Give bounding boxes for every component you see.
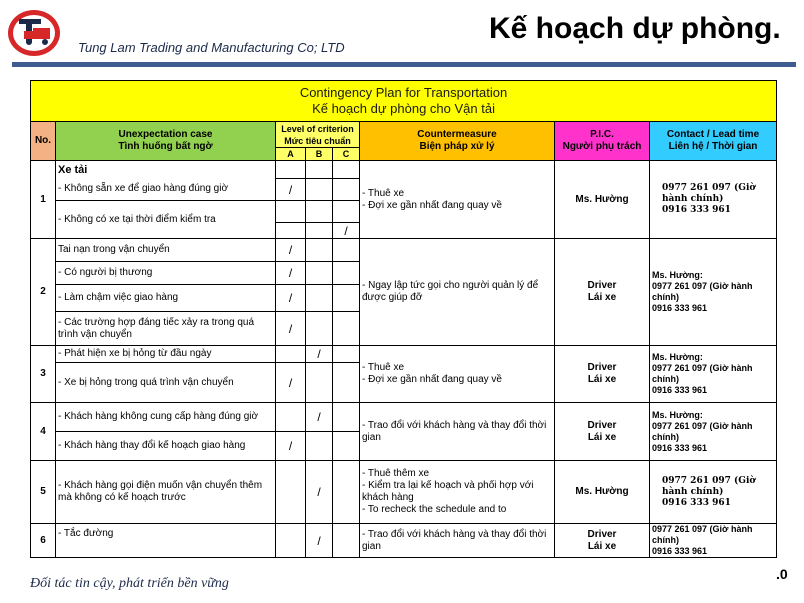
header-case-en: Unexpectation case xyxy=(118,129,213,140)
contact-cell xyxy=(650,346,777,403)
header-countermeasure xyxy=(360,122,555,161)
pic-line: Driver xyxy=(587,362,617,373)
countermeasure-cell xyxy=(360,346,555,403)
banner-title-vi: Kế hoạch dự phòng cho Vận tải xyxy=(312,101,495,116)
countermeasure-item: - Thuê xe xyxy=(362,187,405,199)
table-row xyxy=(31,524,777,558)
pic-cell xyxy=(555,403,650,461)
contact-line: 0977 261 097 (Giờ hành chính) xyxy=(662,183,756,204)
case-cell: - Khách hàng không cung cấp hàng đúng giờ xyxy=(56,403,276,432)
header-level xyxy=(276,122,360,148)
header-pic xyxy=(555,122,650,161)
header-pic-en: P.I.C. xyxy=(590,129,614,140)
countermeasure-item: - Thuê xe xyxy=(362,362,405,373)
case-cell: - Khách hàng gọi điện muốn vận chuyển thêm mà không có kế hoạch trước xyxy=(56,461,276,524)
countermeasure-item: - Kiểm tra lại kế hoạch và phối hợp với khách hàng xyxy=(362,480,534,503)
pic-line: Lái xe xyxy=(587,540,617,552)
pic-line: Lái xe xyxy=(587,431,617,443)
contact-line: 0977 261 097 (Giờ hành chính) xyxy=(652,281,753,302)
case-cell: - Xe bị hỏng trong quá trình vận chuyển xyxy=(56,363,276,403)
contact-line: 0916 333 961 xyxy=(652,303,708,313)
case-cell: - Không có xe tại thời điểm kiểm tra xyxy=(56,201,276,239)
level-mark: / xyxy=(276,179,306,201)
header-case xyxy=(56,122,276,161)
countermeasure-item: - Ngay lập tức gọi cho người quản lý để được giúp đỡ xyxy=(362,280,539,303)
header-cm-vi: Biện pháp xử lý xyxy=(419,141,495,152)
level-mark: / xyxy=(276,432,306,461)
pic-cell xyxy=(555,346,650,403)
case-title: Xe tải xyxy=(56,161,276,179)
pic-cell: Ms. Hường xyxy=(555,461,650,524)
pic-line: Driver xyxy=(587,528,617,540)
pic-line: Lái xe xyxy=(587,292,617,303)
contact-line: Ms. Hường: xyxy=(652,270,703,280)
pic-cell xyxy=(555,239,650,346)
contact-line: Ms. Hường: xyxy=(652,352,703,362)
countermeasure-cell xyxy=(360,461,555,524)
pic-line: Lái xe xyxy=(587,374,617,385)
header-level-b: B xyxy=(306,148,333,161)
table-row xyxy=(31,403,777,432)
countermeasure-item: - Đợi xe gần nhất đang quay về xyxy=(362,374,502,385)
header-level-a: A xyxy=(276,148,306,161)
contact-cell xyxy=(650,403,777,461)
contact-cell xyxy=(650,239,777,346)
page-number: .0 xyxy=(776,566,788,582)
case-cell: - Các trường hợp đáng tiếc xảy ra trong quá trình vận chuyển xyxy=(56,312,276,346)
header-contact xyxy=(650,122,777,161)
pic-line: Driver xyxy=(587,419,617,431)
countermeasure-item: - To recheck the schedule and to xyxy=(362,504,507,515)
case-cell: - Tắc đường xyxy=(56,524,276,558)
contact-cell xyxy=(650,161,777,239)
company-name: Tung Lam Trading and Manufacturing Co; LTD xyxy=(78,40,345,55)
level-mark: / xyxy=(306,346,333,363)
page-title: Kế hoạch dự phòng. xyxy=(489,12,781,45)
countermeasure-cell xyxy=(360,524,555,558)
case-cell: - Có người bị thương xyxy=(56,262,276,285)
contact-line: 0977 261 097 (Giờ hành chính) xyxy=(652,363,753,384)
table-row xyxy=(31,161,777,179)
case-cell: - Làm chậm việc giao hàng xyxy=(56,285,276,312)
countermeasure-item: - Đợi xe gần nhất đang quay về xyxy=(362,199,502,211)
level-mark: / xyxy=(276,363,306,403)
header-cm-en: Countermeasure xyxy=(417,129,497,140)
level-mark: / xyxy=(276,285,306,312)
table-row xyxy=(31,239,777,262)
table-row xyxy=(31,346,777,363)
row-number: 4 xyxy=(31,403,56,461)
table-banner-row xyxy=(31,81,777,122)
contact-line: 0977 261 097 (Giờ hành chính) xyxy=(652,420,753,442)
level-mark: / xyxy=(333,223,360,239)
row-number: 6 xyxy=(31,524,56,558)
level-mark: / xyxy=(276,312,306,346)
case-cell: Tai nạn trong vận chuyển xyxy=(56,239,276,262)
countermeasure-cell xyxy=(360,161,555,239)
contact-line: 0916 333 961 xyxy=(662,497,731,508)
contact-line: 0977 261 097 (Giờ hành chính) xyxy=(652,524,753,545)
contact-line: 0916 333 961 xyxy=(652,385,708,395)
pic-cell: Ms. Hường xyxy=(555,161,650,239)
header-level-vi: Mức tiêu chuẩn xyxy=(284,135,351,146)
case-cell: - Phát hiện xe bị hỏng từ đầu ngày xyxy=(56,346,276,363)
footer-slogan: Đối tác tin cậy, phát triển bền vững xyxy=(30,576,229,591)
contact-line: 0916 333 961 xyxy=(662,205,731,215)
pic-cell xyxy=(555,524,650,558)
level-mark: / xyxy=(276,262,306,285)
header-ct-vi: Liên hệ / Thời gian xyxy=(668,141,758,152)
countermeasure-item: - Trao đổi với khách hàng và thay đổi thời gian xyxy=(362,419,547,443)
countermeasure-cell xyxy=(360,403,555,461)
header-pic-vi: Người phụ trách xyxy=(562,141,642,152)
contact-cell xyxy=(650,461,777,524)
row-number: 1 xyxy=(31,161,56,239)
table-row xyxy=(31,461,777,524)
row-number: 5 xyxy=(31,461,56,524)
level-mark: / xyxy=(306,461,333,524)
contact-line: 0916 333 961 xyxy=(652,442,708,453)
table-banner xyxy=(31,81,777,122)
banner-title-en: Contingency Plan for Transportation xyxy=(299,85,508,100)
header-case-vi: Tình huống bất ngờ xyxy=(118,141,213,152)
level-mark: / xyxy=(306,524,333,558)
header-level-c: C xyxy=(333,148,360,161)
header-level-en: Level of criterion xyxy=(281,123,354,134)
header-row xyxy=(31,122,777,148)
contact-line: 0977 261 097 (Giờ hành chính) xyxy=(662,475,756,497)
case-cell: - Không sẵn xe để giao hàng đúng giờ xyxy=(56,179,276,201)
row-number: 2 xyxy=(31,239,56,346)
countermeasure-item: - Trao đổi với khách hàng và thay đổi thời gian xyxy=(362,528,547,552)
level-mark: / xyxy=(306,403,333,432)
countermeasure-cell xyxy=(360,239,555,346)
contact-cell xyxy=(650,524,777,558)
contact-line: Ms. Hường: xyxy=(652,409,703,420)
contingency-table xyxy=(30,80,777,558)
case-cell: - Khách hàng thay đổi kế hoạch giao hàng xyxy=(56,432,276,461)
company-logo-icon xyxy=(6,8,62,58)
countermeasure-item: - Thuê thêm xe xyxy=(362,468,430,479)
contact-line: 0916 333 961 xyxy=(652,546,708,556)
header-ct-en: Contact / Lead time xyxy=(666,129,760,140)
pic-line: Driver xyxy=(587,280,617,291)
header-no: No. xyxy=(31,122,56,161)
header-divider xyxy=(12,62,796,67)
level-mark: / xyxy=(276,239,306,262)
row-number: 3 xyxy=(31,346,56,403)
